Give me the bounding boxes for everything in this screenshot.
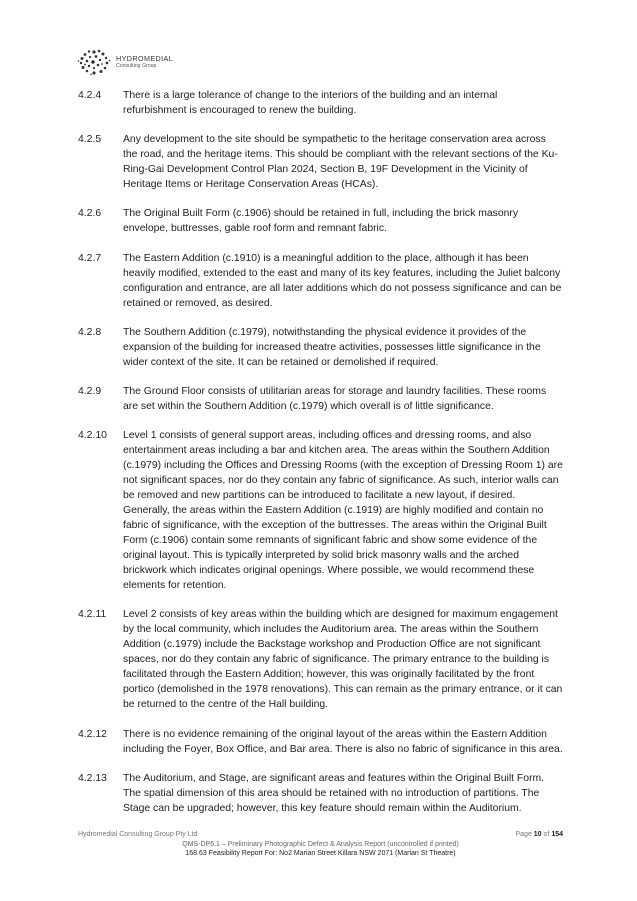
page-number: 10 xyxy=(533,831,542,838)
clause-4-2-9 xyxy=(78,384,563,414)
dot-cluster-logo-icon xyxy=(76,48,112,76)
clause-number: 4.2.11 xyxy=(78,609,107,621)
footer-document-code: QMS-DP6.1 – Preliminary Photographic Defect & Analysis Report (uncontrolled if printed) xyxy=(182,841,459,848)
clause-number: 4.2.5 xyxy=(78,134,102,146)
clause-4-2-5 xyxy=(78,132,563,192)
clause-4-2-6 xyxy=(78,206,563,236)
clause-number: 4.2.7 xyxy=(78,252,102,264)
clause-text: The Eastern Addition (c.1910) is a meaningful addition to the place, although it has been heavily modified, extended to the east and many of its key features, including the Juliet balcony configuration and entrance, are all later additions which do not possess significance and can be retained or removed, as desired. xyxy=(123,252,562,309)
clause-4-2-13 xyxy=(78,771,563,816)
footer-report-title: 168.63 Feasibility Report For: No2 Marian Street Killara NSW 2071 (Marian St Theatre) xyxy=(185,850,456,857)
clause-4-2-10 xyxy=(78,428,563,593)
clause-text: The Southern Addition (c.1979), notwithstanding the physical evidence it provides of the expansion of the building for increased theatre activities, possesses little significance in the wider context of the site. It can be retained or demolished if required. xyxy=(123,326,541,368)
page-total: 154 xyxy=(551,831,563,838)
clause-number: 4.2.8 xyxy=(78,326,102,338)
clause-text: Any development to the site should be sympathetic to the heritage conservation area across the road, and the heritage items. This should be compliant with the relevant sections of the Ku-Ring-Gai Development Control Plan 2024, Section B, 19F Development in the Vicinity of Heritage Items or Heritage Conservation Areas (HCAs). xyxy=(123,134,558,191)
footer-company: Hydromedial Consulting Group Pty Ltd xyxy=(78,831,198,838)
clause-4-2-11 xyxy=(78,607,563,712)
clause-text: There is a large tolerance of change to the interiors of the building and an internal refurbishment is encouraged to renew the building. xyxy=(123,90,498,116)
page-prefix: Page xyxy=(515,831,534,838)
clause-text: Level 2 consists of key areas within the building which are designed for maximum engagement by the local community, which includes the Auditorium area. The areas within the Southern Addition (c.1979) include the Backstage workshop and Production Office are not significant spaces, nor do they contain any fabric of significance. The primary entrance to the building is facilitated through the Eastern Addition; however, this was originally facilitated by the front portico (demolished in the 1978 renovations). This can remain as the primary entrance, or it can be returned to the centre of the Hall building. xyxy=(123,609,563,711)
clause-number: 4.2.4 xyxy=(78,90,102,101)
clause-number: 4.2.9 xyxy=(78,385,102,397)
page-of: of xyxy=(541,831,552,838)
clause-4-2-12 xyxy=(78,727,563,757)
clause-number: 4.2.13 xyxy=(78,772,107,784)
clause-text: The Original Built Form (c.1906) should be retained in full, including the brick masonry envelope, buttresses, gable roof form and remnant fabric. xyxy=(123,208,519,235)
company-name: HYDROMEDIAL xyxy=(116,53,174,63)
page-footer xyxy=(78,831,563,857)
clause-text: There is no evidence remaining of the original layout of the areas within the Eastern Addition including the Foyer, Box Office, and Bar area. There is also no fabric of significance in this area. xyxy=(123,728,563,755)
clause-text: The Ground Floor consists of utilitarian areas for storage and laundry facilities. These rooms are set within the Southern Addition (c.1979) which overall is of little significance. xyxy=(123,385,547,412)
company-subtitle: Consulting Group xyxy=(116,63,157,69)
clause-number: 4.2.10 xyxy=(78,430,107,442)
clause-number: 4.2.6 xyxy=(78,208,102,220)
clause-text: Level 1 consists of general support areas, including offices and dressing rooms, and also entertainment areas including a bar and kitchen area. The areas within the Southern Addition (c.1979) including the Offices and Dressing Rooms (with the exception of Dressing Room 1) are not significant spaces, nor do they contain any fabric of significance. As such, interior walls can be removed and new partitions can be introduced to facilitate a new layout, if desired. Generally, the areas within the Eastern Addition (c.1919) are highly modified and contain no fabric of significance, with the exception of the buttresses. The areas within the Original Built Form (c.1906) contain some remnants of significant fabric and show some evidence of the original layout. This is typically interpreted by solid brick masonry walls and the arched brickwork which indicates original openings. Where possible, we would recommend these elements for retention. xyxy=(123,430,563,592)
clause-number: 4.2.12 xyxy=(78,728,107,740)
clause-4-2-7 xyxy=(78,251,563,311)
page-indicator xyxy=(515,831,563,838)
clause-4-2-8 xyxy=(78,325,563,370)
clause-text: The Auditorium, and Stage, are significant areas and features within the Original Built Form. The spatial dimension of this area should be retained with no introduction of partitions. The Stage can be upgraded; however, this key feature should remain within the Auditorium. xyxy=(123,772,545,814)
clause-list xyxy=(78,88,563,830)
clause-4-2-4 xyxy=(78,88,563,118)
header-logo xyxy=(76,48,173,76)
